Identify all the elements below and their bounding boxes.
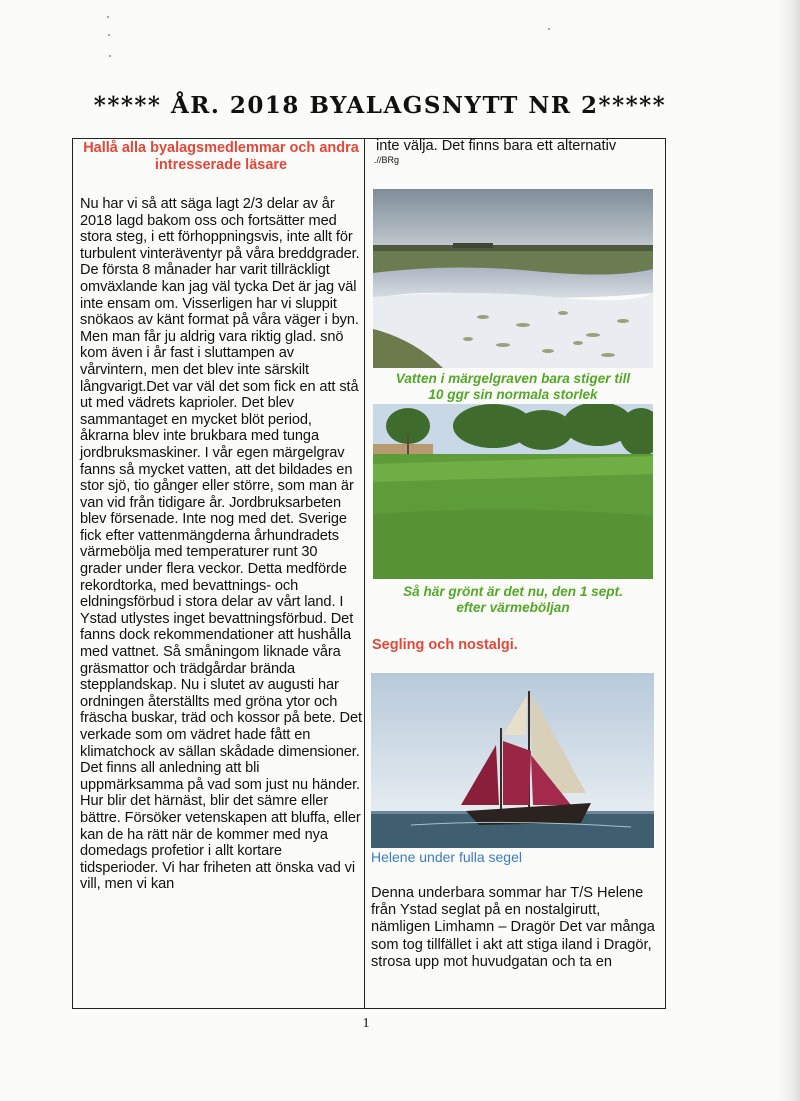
photo2-caption-line2: efter värmeböljan [456,600,570,615]
photo2-caption [370,584,656,616]
scan-page-edge [776,0,800,1101]
page-number: 1 [362,1016,370,1031]
photo-sailing-ship [371,673,654,848]
photo-green-meadow [373,404,653,579]
article-headline: Hallå alla byalagsmedlemmar och andra intresserade läsare [83,140,359,173]
green-meadow-image [373,404,653,579]
sailing-body: Denna underbara sommar har T/S Helene från Ystad seglat på en nostalgirutt, nämligen Limhamn – Dragör Det var många som tog tillfället i akt att stiga iland i Dragör, strosa upp mot huvudgatan och ta en [371,885,655,970]
masthead: ***** ÅR. 2018 BYALAGSNYTT NR 2***** [93,92,667,119]
article-continuation: inte välja. Det finns bara ett alternativ [376,138,617,154]
scan-speck [107,16,109,18]
left-column [80,138,362,893]
scan-speck [548,28,550,30]
sailing-ship-image [371,673,654,848]
photo1-caption [370,371,656,403]
photo-flooded-marlpit [373,189,653,368]
article-signature: .//BRg [374,154,400,165]
scan-speck [109,55,111,57]
photo3-caption: Helene under fulla segel [371,849,522,865]
column-divider [364,138,365,1009]
photo1-caption-line1: Vatten i märgelgraven bara stiger till [395,371,631,386]
right-column [370,138,660,165]
scan-speck [108,34,110,36]
flooded-field-image [373,189,653,368]
photo2-caption-line1: Så här grönt är det nu, den 1 sept. [403,584,623,599]
sailing-title: Segling och nostalgi. [372,637,518,653]
article-body: Nu har vi så att säga lagt 2/3 delar av år 2018 lagd bakom oss och fortsätter med stora steg, i ett förhoppningsvis, inte allt för turbulent vinteräventyr på våra breddgrader. De första 8 månader har varit tillräckligt omväxlande kan jag väl tycka Det är jag väl inte ensam om. Visserligen har vi sluppit snökaos av känt format på våra väger i byn. Men man får ju aldrig vara riktig glad. snö kom även i år fast i sluttampen av vårvintern, men det blev inte särskilt långvarigt.Det var väl det som fick en att stå ut med vädrets kaprioler. Det blev sammantaget en mycket blöt period, åkrarna blev inte brukbara med tunga jordbruksmaskiner. I vår egen märgelgrav fanns så mycket vatten, att det bildades en stor sjö, tio gånger eller större, som man är van vid från tidigare år. Jordbruksarbeten blev försenade. Inte nog med det. Sverige fick efter vattenmängderna århundradets värmebölja med temperaturer runt 30 grader under flera veckor. Detta medförde rekordtorka, med bevattnings- och eldningsförbud i stora delar av vårt land. I Ystad utlystes inget bevattningsförbud. Det fanns dock rekommendationer att hushålla med vattnet. Så småningom liknade våra gräsmattor och trädgårdar brända stepplandskap. Nu i slutet av augusti har ordningen återställts med gröna ytor och fräscha buskar, träd och kossor på bete. Det verkade som om vädret hade fått en klimatchock av sällan skådade dimensioner. Det finns all anledning att bli uppmärksamma på vad som just nu händer. Hur blir det härnäst, blir det sämre eller bättre. Försöker vetenskapen att bluffa, eller kan de ha rätt när de kommer med nya domedags profetior i allt kortare tidsperioder. Vi har friheten att önska vad vi vill, men vi kan [80,196,362,893]
photo1-caption-line2: 10 ggr sin normala storlek [428,387,598,402]
